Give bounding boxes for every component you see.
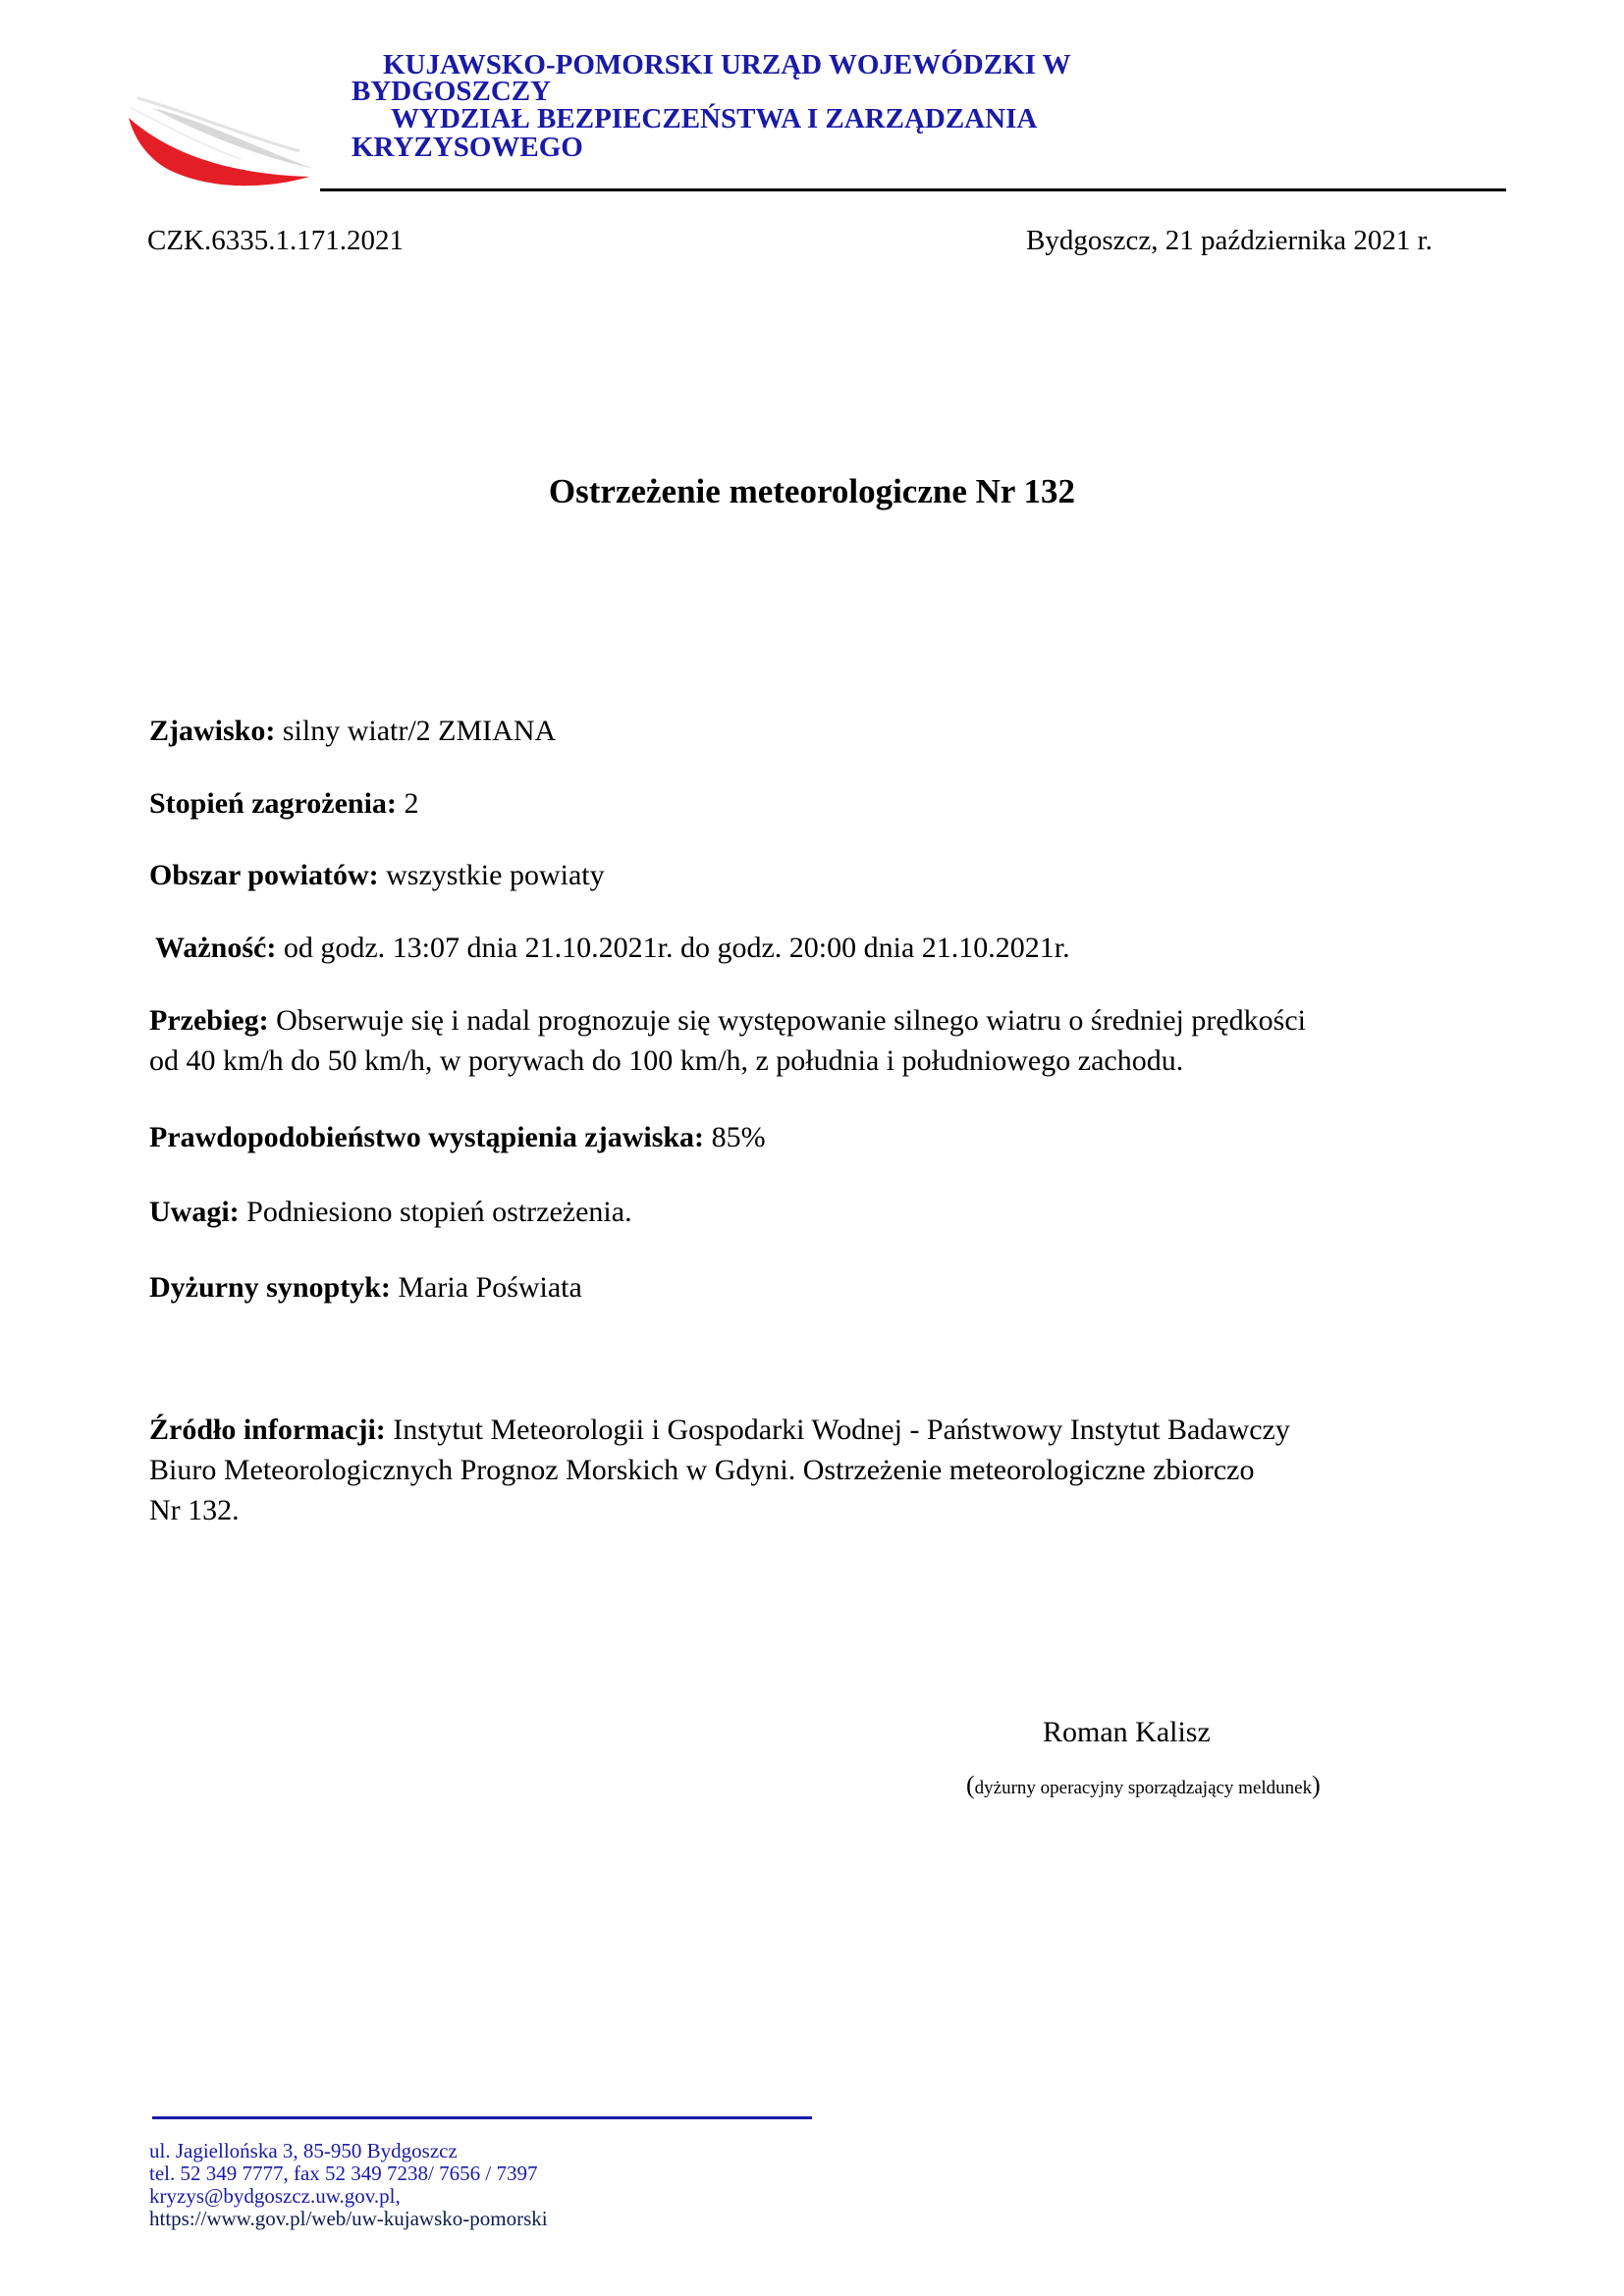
field-label: Zjawisko: [149,715,276,747]
field-obszar-powiatow [149,857,605,893]
header-department-line2: KRYZYSOWEGO [352,132,583,163]
header-office-name-line1: KUJAWSKO-POMORSKI URZĄD WOJEWÓDZKI W [383,49,1071,80]
field-label: Przebieg: [149,1004,269,1037]
field-value: wszystkie powiaty [378,859,605,891]
field-value: 85% [704,1121,766,1153]
case-number: CZK.6335.1.171.2021 [147,225,404,256]
field-value: od godz. 13:07 dnia 21.10.2021r. do godz. 20:00 dnia 21.10.2021r. [276,932,1070,964]
field-zrodlo-informacji [149,1412,1290,1448]
signatory-role [966,1773,1321,1801]
footer-divider [152,2116,812,2119]
field-label: Dyżurny synoptyk: [149,1271,391,1304]
signatory-role-text: dyżurny operacyjny sporządzający meldunek [974,1778,1313,1798]
field-stopien-zagrozenia [149,785,418,822]
field-waznosc [155,930,1070,966]
field-label: Źródło informacji: [149,1414,386,1446]
field-zrodlo-continuation: Nr 132. [149,1494,240,1526]
footer-email: kryzys@bydgoszcz.uw.gov.pl, [149,2184,401,2208]
field-label: Prawdopodobieństwo wystąpienia zjawiska: [149,1121,705,1153]
field-label: Stopień zagrożenia: [149,787,397,820]
field-value: 2 [396,787,419,820]
footer-phone: tel. 52 349 7777, fax 52 349 7238/ 7656 / 7397 [149,2162,538,2185]
place-date: Bydgoszcz, 21 października 2021 r. [1026,225,1433,256]
signatory-name: Roman Kalisz [1043,1716,1211,1748]
field-label: Ważność: [155,932,277,964]
header-department-line1: WYDZIAŁ BEZPIECZEŃSTWA I ZARZĄDZANIA [391,103,1038,134]
field-value: Obserwuje się i nadal prognozuje się występowanie silnego wiatru o średniej prędkości [268,1004,1306,1037]
field-prawdopodobienstwo [149,1119,766,1155]
field-zjawisko [149,713,556,749]
field-przebieg [149,1002,1306,1039]
field-zrodlo-continuation: Biuro Meteorologicznych Prognoz Morskich w Gdyni. Ostrzeżenie meteorologiczne zbiorczo [149,1454,1255,1486]
paren-close: ) [1312,1771,1321,1799]
office-logo [123,90,319,198]
header-divider [320,188,1506,191]
field-label: Uwagi: [149,1196,240,1228]
paren-open: ( [966,1771,975,1799]
field-value: Maria Poświata [390,1271,582,1304]
field-value: Podniesiono stopień ostrzeżenia. [239,1196,632,1228]
field-value: silny wiatr/2 ZMIANA [275,715,557,747]
field-label: Obszar powiatów: [149,859,379,891]
field-przebieg-continuation: od 40 km/h do 50 km/h, w porywach do 100 km/h, z południa i południowego zachodu. [149,1044,1184,1077]
field-dyzurny-synoptyk [149,1269,582,1306]
document-title: Ostrzeżenie meteorologiczne Nr 132 [548,472,1076,510]
footer-website: https://www.gov.pl/web/uw-kujawsko-pomorski [149,2207,548,2230]
footer-address: ul. Jagiellońska 3, 85-950 Bydgoszcz [149,2139,458,2163]
field-value: Instytut Meteorologii i Gospodarki Wodnej - Państwowy Instytut Badawczy [385,1414,1290,1446]
field-uwagi [149,1194,632,1230]
header-office-name-line2: BYDGOSZCZY [352,76,552,107]
